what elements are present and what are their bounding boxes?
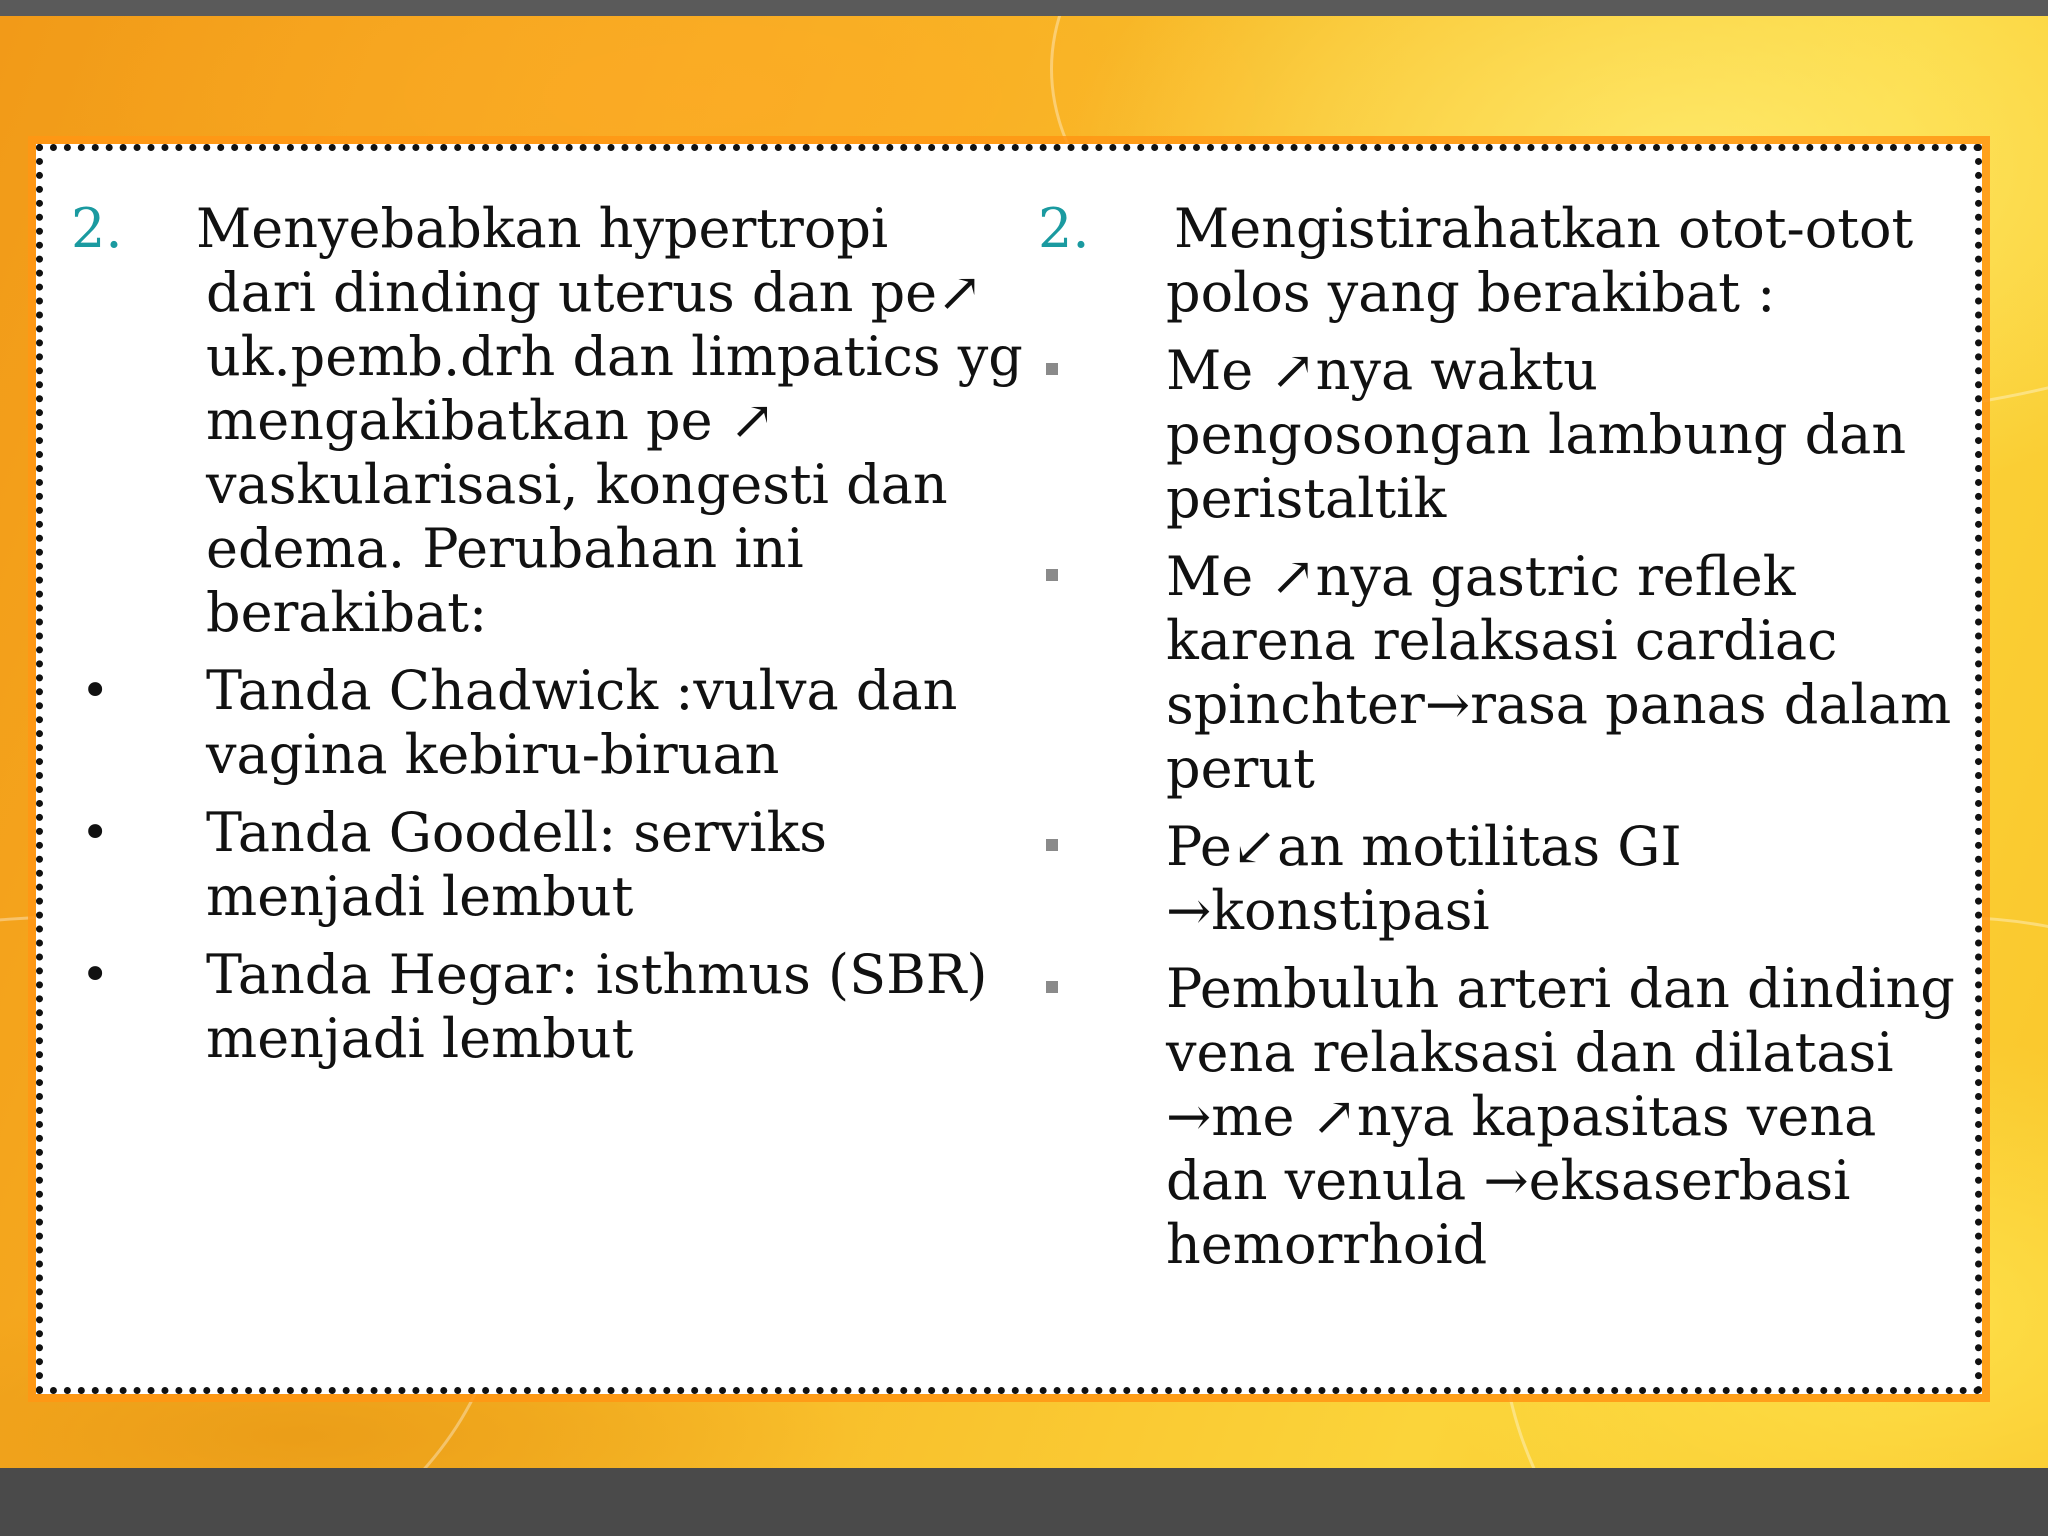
- list-item: [1038, 815, 1968, 943]
- item-number: 2.: [71, 197, 123, 260]
- list-item: [1038, 339, 1968, 531]
- item-text: [71, 197, 1031, 645]
- list-item-text: Tanda Hegar: isthmus (SBR) menjadi lembut: [206, 943, 988, 1070]
- list-item-text: Tanda Goodell: serviks menjadi lembut: [206, 801, 827, 928]
- left-column: [71, 197, 1031, 1071]
- list-item-text: Pembuluh arteri dan dinding vena relaksasi dan dilatasi →me ↗nya kapasitas vena dan venula →eksaserbasi hemorrhoid: [1166, 957, 1955, 1276]
- item-number: 2.: [1038, 197, 1090, 260]
- bullet-dot: •: [81, 663, 110, 719]
- bottom-bar: [0, 1468, 2048, 1536]
- list-item: [1038, 545, 1968, 801]
- list-item: [71, 801, 1031, 929]
- numbered-item: [1038, 197, 1968, 325]
- list-item: [71, 659, 1031, 787]
- right-column: [1038, 197, 1968, 1277]
- list-item-text: Me ↗nya waktu pengosongan lambung dan peristaltik: [1166, 339, 1907, 530]
- list-item-text: Tanda Chadwick :vulva dan vagina kebiru-biruan: [206, 659, 958, 786]
- square-bullet-icon: [1046, 839, 1058, 851]
- square-bullet-icon: [1046, 363, 1058, 375]
- slide-background: [0, 16, 2048, 1468]
- list-item-text: Pe↙an motilitas GI →konstipasi: [1166, 815, 1682, 942]
- item-rest: dari dinding uterus dan pe↗ uk.pemb.drh dan limpatics yg mengakibatkan pe ↗ vaskularisasi, kongesti dan edema. Perubahan ini berakibat:: [206, 261, 1023, 644]
- square-bullet-icon: [1046, 569, 1058, 581]
- list-item-text: Me ↗nya gastric reflek karena relaksasi cardiac spinchter→rasa panas dalam perut: [1166, 545, 1952, 800]
- item-first-line: Menyebabkan hypertropi: [196, 197, 889, 260]
- bullet-dot: •: [81, 805, 110, 861]
- content-box: [36, 144, 1982, 1394]
- item-text: [1038, 197, 1968, 325]
- item-rest: polos yang berakibat :: [1166, 261, 1776, 324]
- list-item: [1038, 957, 1968, 1277]
- square-bullet-icon: [1046, 981, 1058, 993]
- item-first-line: Mengistirahatkan otot-otot: [1174, 197, 1914, 260]
- top-bar: [0, 0, 2048, 16]
- numbered-item: [71, 197, 1031, 645]
- bullet-dot: •: [81, 947, 110, 1003]
- list-item: [71, 943, 1031, 1071]
